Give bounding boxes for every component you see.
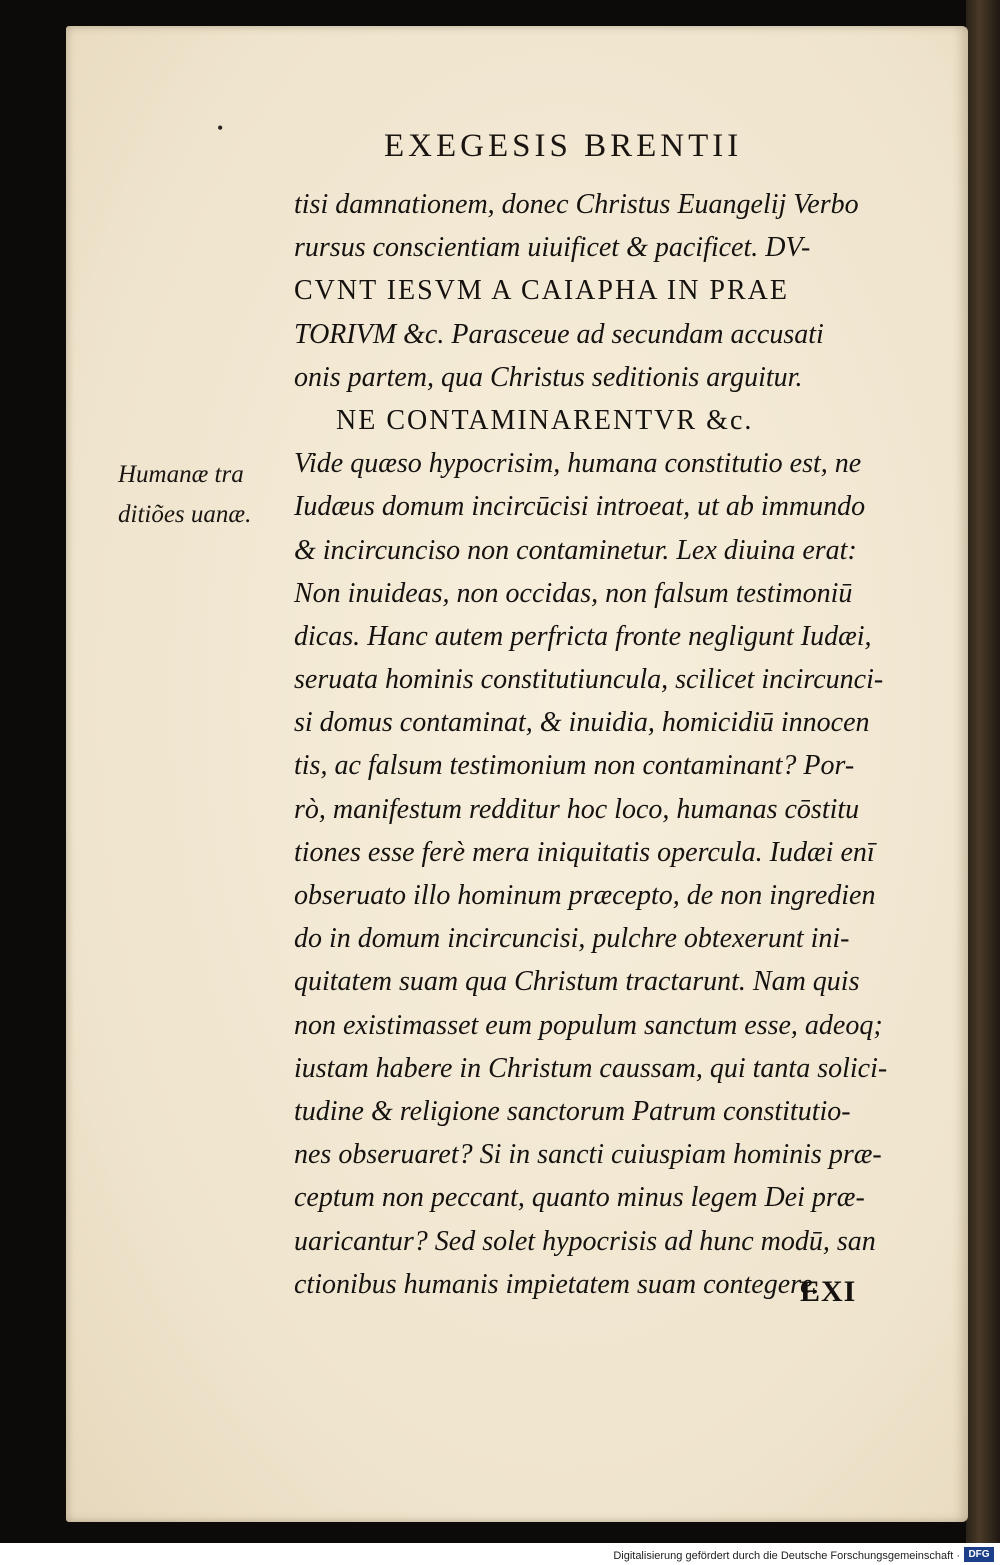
text-line: rò, manifestum redditur hoc loco, humanas cōstitu <box>294 793 860 825</box>
text-line: uaricantur? Sed solet hypocrisis ad hunc modū, san <box>294 1225 876 1257</box>
text-line: & incircunciso non contaminetur. Lex diuina erat: <box>294 534 857 566</box>
text-line: dicas. Hanc autem perfricta fronte negligunt Iudæi, <box>294 620 872 652</box>
text-line: tudine & religione sanctorum Patrum constitutio- <box>294 1095 851 1127</box>
text-line: TORIVM &c. Parasceue ad secundam accusati <box>294 318 824 350</box>
text-line: ceptum non peccant, quanto minus legem Dei præ- <box>294 1182 865 1214</box>
text-line: nes obseruaret? Si in sancti cuiuspiam hominis præ- <box>294 1139 882 1171</box>
body-text <box>294 183 916 1306</box>
ink-speck: • <box>217 118 224 138</box>
text-line: do in domum incircuncisi, pulchre obtexerunt ini- <box>294 923 850 955</box>
running-title: EXEGESIS BRENTII <box>384 128 743 164</box>
funding-credit: Digitalisierung gefördert durch die Deutsche Forschungsgemeinschaft · <box>613 1550 960 1562</box>
text-line: non existimasset eum populum sanctum esse, adeoq; <box>294 1009 883 1041</box>
dfg-logo-icon: DFG <box>964 1547 994 1562</box>
section-heading: NE CONTAMINARENTVR &c. <box>336 404 754 436</box>
text-line: CVNT IESVM A CAIAPHA IN PRAE <box>294 275 789 307</box>
text-line: quitatem suam qua Christum tractarunt. Nam quis <box>294 966 860 998</box>
text-line: ctionibus humanis impietatem suam contegere. <box>294 1268 820 1300</box>
marginal-note-line: Humanæ tra <box>118 461 244 488</box>
marginal-note <box>118 455 288 535</box>
text-line: Non inuideas, non occidas, non falsum testimoniū <box>294 577 853 609</box>
text-line: Iudæus domum incircūcisi introeat, ut ab immundo <box>294 491 866 523</box>
text-line: obseruato illo hominum præcepto, de non ingredien <box>294 880 876 911</box>
text-line: onis partem, qua Christus seditionis arguitur. <box>294 361 803 393</box>
text-line: tis, ac falsum testimonium non contaminant? Por- <box>294 750 855 782</box>
text-line: seruata hominis constitutiuncula, scilicet incircunci- <box>294 664 884 696</box>
text-line: tiones esse ferè mera iniquitatis opercula. Iudæi enī <box>294 836 875 868</box>
text-line: Vide quæso hypocrisim, humana constitutio est, ne <box>294 448 862 480</box>
marginal-note-line: ditiões uanæ. <box>118 501 252 528</box>
catchword: EXI <box>800 1275 857 1308</box>
text-line: rursus conscientiam uiuificet & pacificet. DV- <box>294 232 811 264</box>
footer-bar <box>0 1543 1000 1565</box>
book-edge <box>966 0 1000 1545</box>
text-line: tisi damnationem, donec Christus Euangelij Verbo <box>294 189 859 220</box>
text-line: iustam habere in Christum caussam, qui tanta solici- <box>294 1052 888 1084</box>
text-line: si domus contaminat, & inuidia, homicidiū innocen <box>294 707 870 739</box>
